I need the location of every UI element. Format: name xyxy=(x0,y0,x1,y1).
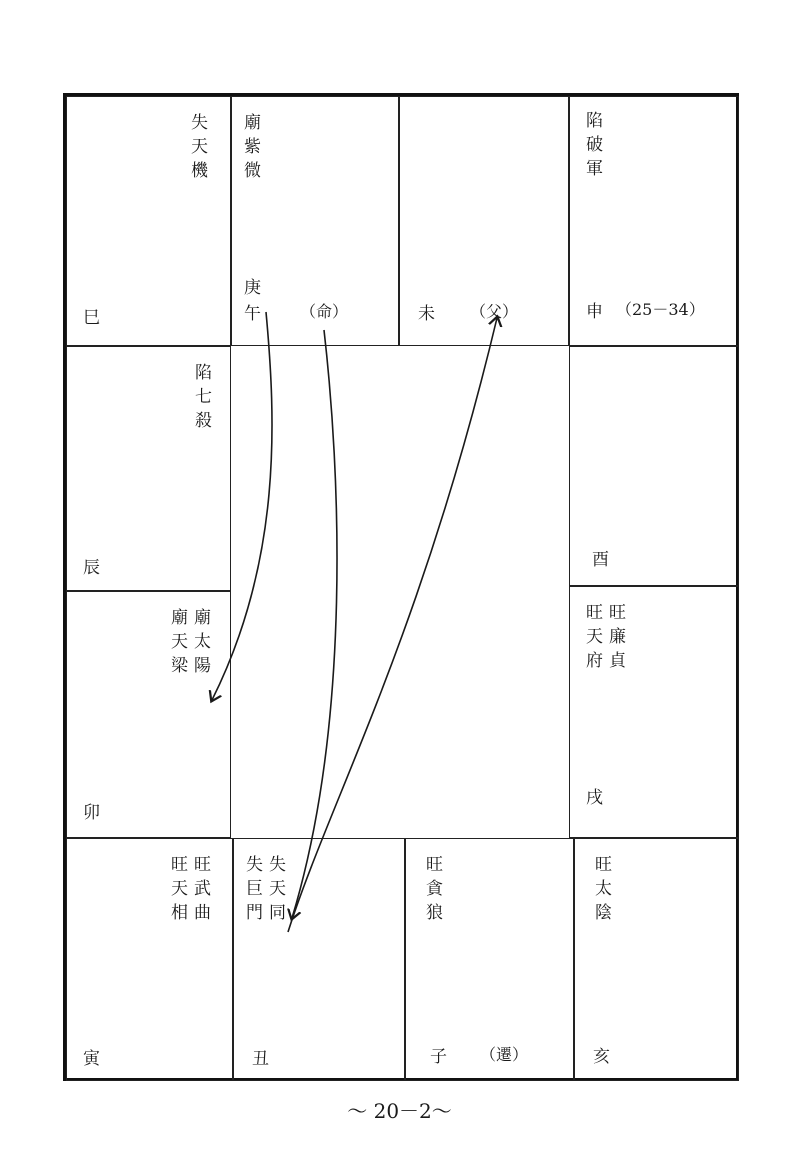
stem-label: 庚 xyxy=(244,278,261,298)
branch-label: 巳 xyxy=(83,308,100,328)
star-char: 失 xyxy=(246,855,263,875)
star-char: 天 xyxy=(171,879,188,899)
star-char: 失 xyxy=(191,113,208,133)
star-char: 貪 xyxy=(426,879,443,899)
star-char: 廟 xyxy=(244,113,261,133)
star-char: 廟 xyxy=(194,608,211,628)
star-char: 失 xyxy=(269,855,286,875)
star-char: 門 xyxy=(246,903,263,923)
star-char: 太 xyxy=(194,632,211,652)
star-char: 旺 xyxy=(194,855,211,875)
star-char: 府 xyxy=(586,651,603,671)
branch-label: 亥 xyxy=(593,1047,610,1067)
star-char: 天 xyxy=(171,632,188,652)
star-char: 破 xyxy=(586,135,603,155)
palace-tag: （父） xyxy=(470,302,519,321)
star-char: 曲 xyxy=(194,903,211,923)
star-char: 旺 xyxy=(171,855,188,875)
arrow-wu-to-chou xyxy=(292,330,337,918)
star-char: 旺 xyxy=(426,855,443,875)
arrow-chou-to-wei xyxy=(288,318,497,932)
palace-tag: （命） xyxy=(300,302,349,321)
star-char: 同 xyxy=(269,903,286,923)
star-char: 七 xyxy=(195,387,212,407)
star-char: 陷 xyxy=(586,111,603,131)
branch-label: 申 xyxy=(586,302,603,322)
star-char: 紫 xyxy=(244,137,261,157)
star-char: 廟 xyxy=(171,608,188,628)
star-char: 巨 xyxy=(246,879,263,899)
star-char: 梁 xyxy=(171,656,188,676)
branch-label: 戌 xyxy=(586,788,603,808)
star-char: 機 xyxy=(191,161,208,181)
branch-label: 子 xyxy=(430,1047,447,1067)
branch-label: 寅 xyxy=(83,1049,100,1069)
arrow-wu-to-mao xyxy=(212,312,272,700)
star-char: 軍 xyxy=(586,159,603,179)
branch-label: 午 xyxy=(244,304,261,324)
star-char: 狼 xyxy=(426,903,443,923)
star-char: 旺 xyxy=(595,855,612,875)
star-char: 武 xyxy=(194,879,211,899)
star-char: 天 xyxy=(191,137,208,157)
star-char: 陰 xyxy=(595,903,612,923)
branch-label: 卯 xyxy=(83,803,100,823)
star-char: 廉 xyxy=(609,627,626,647)
star-char: 陷 xyxy=(195,363,212,383)
star-char: 天 xyxy=(586,627,603,647)
palace-tag: （遷） xyxy=(480,1045,529,1064)
page-number: ～ 20－2～ xyxy=(347,1099,452,1123)
star-char: 旺 xyxy=(609,603,626,623)
branch-label: 酉 xyxy=(592,550,609,570)
palace-tag: （25－34） xyxy=(616,300,705,319)
star-char: 微 xyxy=(244,161,261,181)
star-char: 天 xyxy=(269,879,286,899)
branch-label: 未 xyxy=(418,304,435,324)
star-char: 太 xyxy=(595,879,612,899)
star-char: 相 xyxy=(171,903,188,923)
star-char: 殺 xyxy=(195,411,212,431)
branch-label: 丑 xyxy=(252,1049,269,1069)
star-char: 陽 xyxy=(194,656,211,676)
star-char: 旺 xyxy=(586,603,603,623)
star-char: 貞 xyxy=(609,651,626,671)
branch-label: 辰 xyxy=(83,558,100,578)
